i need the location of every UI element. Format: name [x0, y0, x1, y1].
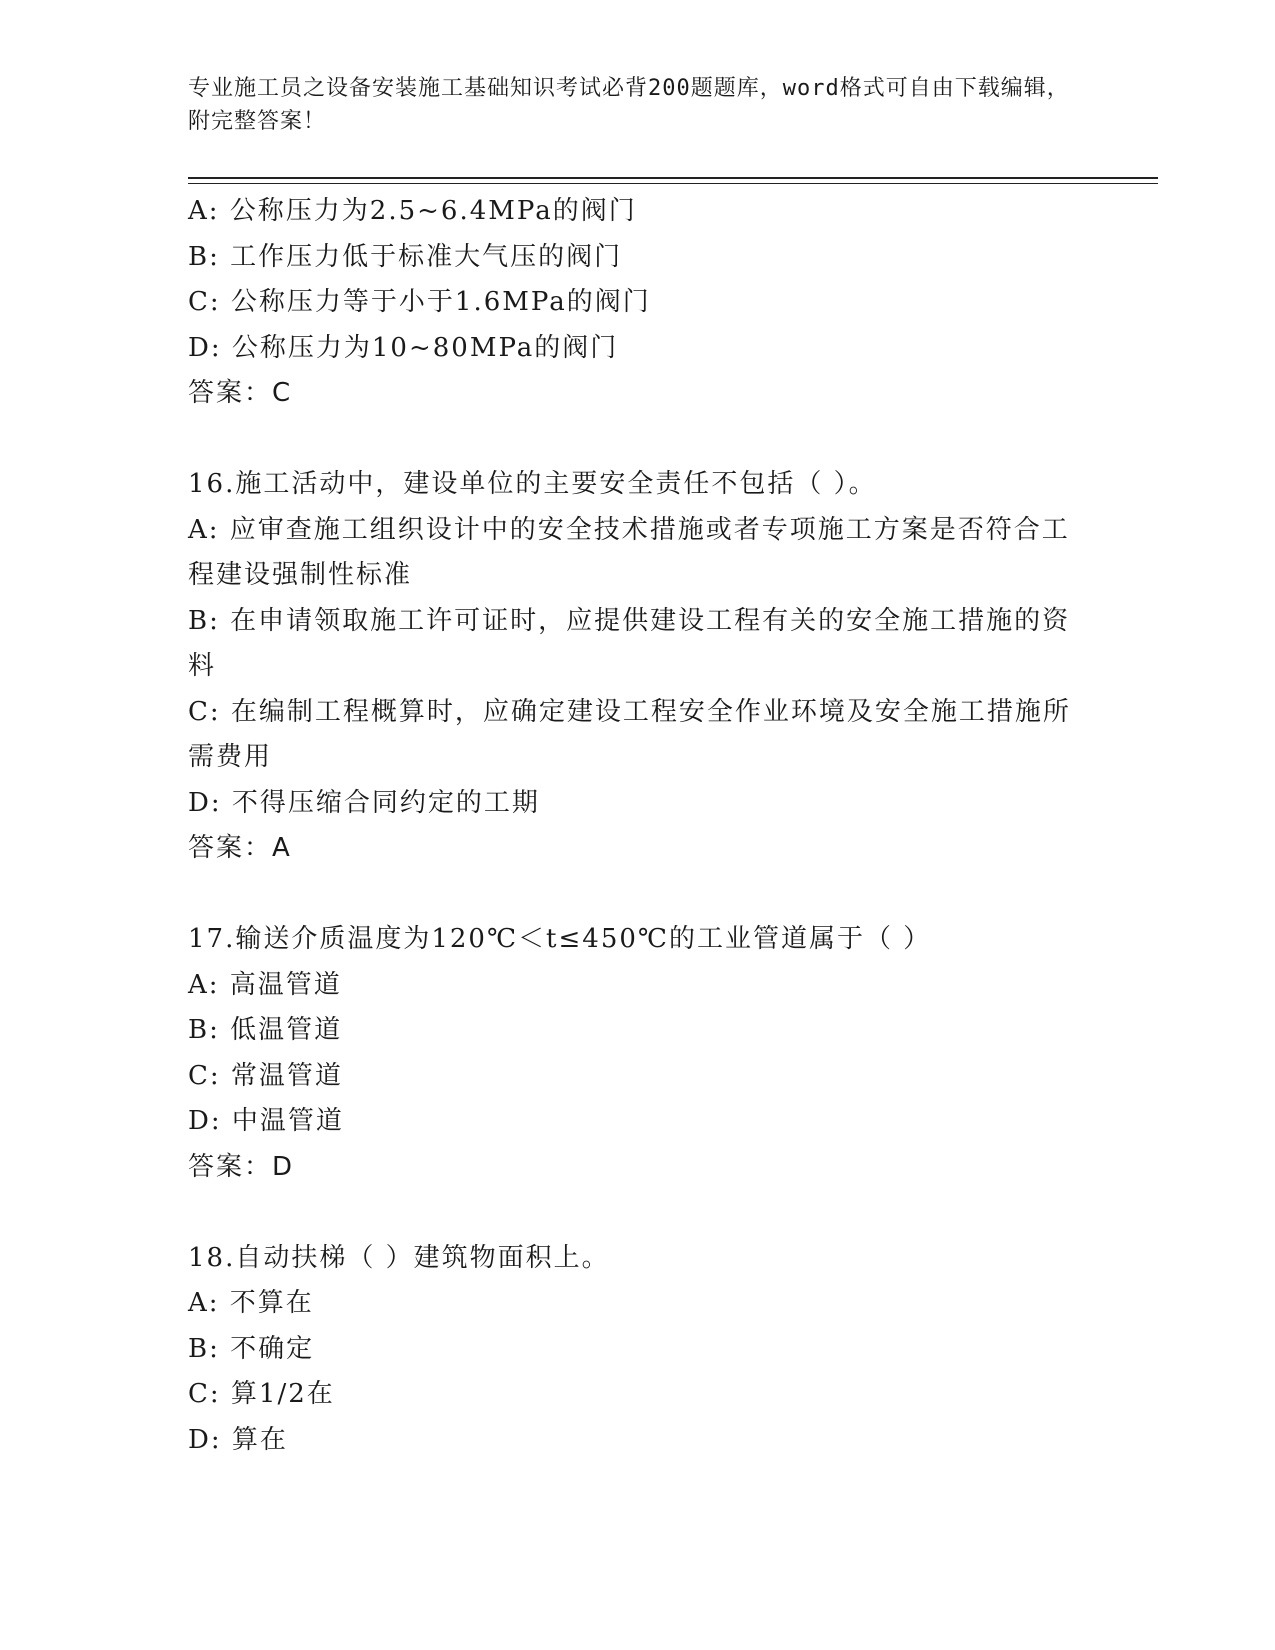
- question-stem: 17.输送介质温度为120℃＜t≤450℃的工业管道属于（ ）: [188, 924, 932, 954]
- option-d: D: 算在: [188, 1424, 288, 1455]
- option-c: C: 常温管道: [188, 1060, 343, 1091]
- header-divider-thin: [188, 183, 1158, 184]
- option-c: C: 公称压力等于小于1.6MPa的阀门: [188, 287, 651, 317]
- option-a: A: 应审查施工组织设计中的安全技术措施或者专项施工方案是否符合工程建设强制性标准: [188, 514, 1070, 590]
- spacer: [188, 417, 1088, 463]
- option-b: B: 不确定: [188, 1333, 315, 1364]
- question-stem: 18.自动扶梯（ ）建筑物面积上。: [188, 1242, 610, 1273]
- answer-label: 答案：D: [188, 1151, 295, 1182]
- header-divider-thick: [188, 177, 1158, 179]
- option-b: B: 在申请领取施工许可证时，应提供建设工程有关的安全施工措施的资料: [188, 605, 1071, 681]
- question-15: [188, 189, 1088, 417]
- option-d: D: 公称压力为10~80MPa的阀门: [188, 332, 619, 363]
- option-a: A: 高温管道: [188, 969, 342, 1000]
- question-list: [188, 189, 1088, 1463]
- page-header: 专业施工员之设备安装施工基础知识考试必背200题题库，word格式可自由下载编辑，附完整答案！: [188, 76, 1070, 134]
- spacer: [188, 1190, 1088, 1236]
- answer-label: 答案：C: [188, 378, 293, 408]
- option-c: C: 算1/2在: [188, 1379, 335, 1409]
- option-d: D: 中温管道: [188, 1106, 344, 1136]
- answer-label: 答案：A: [188, 833, 292, 863]
- option-c: C: 在编制工程概算时，应确定建设工程安全作业环境及安全施工措施所需费用: [188, 696, 1071, 772]
- spacer: [188, 872, 1088, 918]
- option-a: A: 公称压力为2.5~6.4MPa的阀门: [188, 196, 637, 226]
- option-b: B: 工作压力低于标准大气压的阀门: [188, 241, 623, 272]
- option-a: A: 不算在: [188, 1288, 314, 1318]
- question-16: [188, 462, 1088, 872]
- option-b: B: 低温管道: [188, 1015, 343, 1045]
- question-stem: 16.施工活动中，建设单位的主要安全责任不包括（ ）。: [188, 469, 877, 499]
- option-d: D: 不得压缩合同约定的工期: [188, 787, 540, 818]
- question-18: [188, 1236, 1088, 1464]
- question-17: [188, 917, 1088, 1190]
